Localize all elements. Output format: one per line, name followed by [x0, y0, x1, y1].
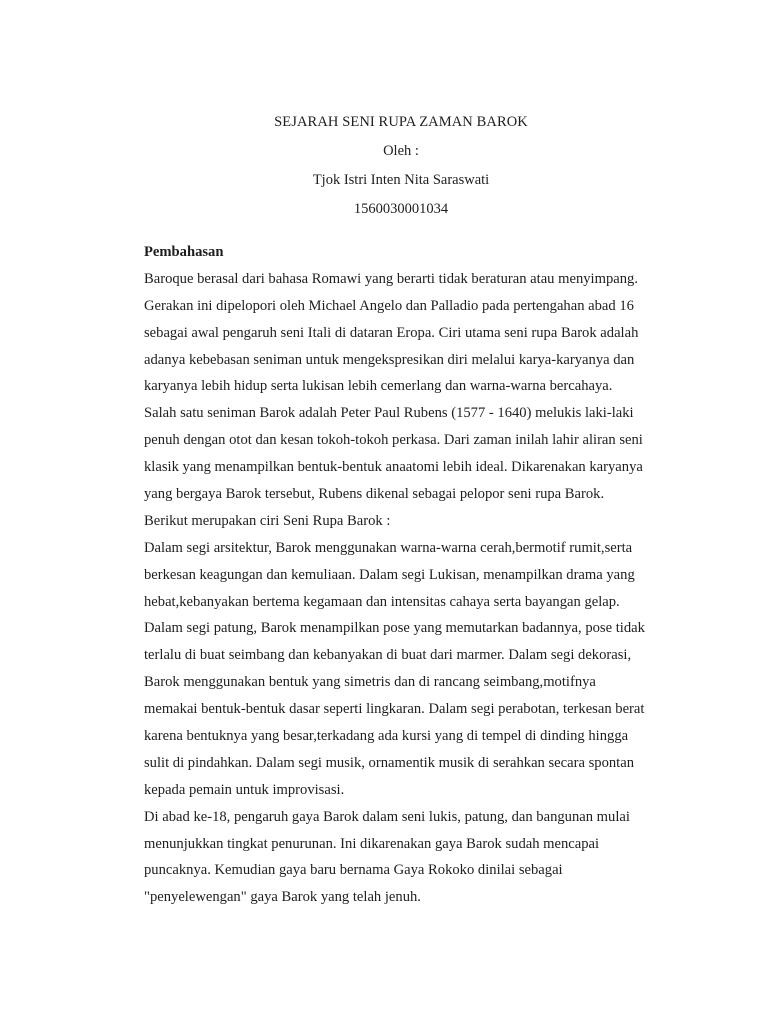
body-line: Dalam segi patung, Barok menampilkan pose yang memutarkan badannya, pose tidak: [144, 620, 645, 637]
body-line: menunjukkan tingkat penurunan. Ini dikarenakan gaya Barok sudah mencapai: [144, 835, 600, 852]
body-line: Di abad ke-18, pengaruh gaya Barok dalam seni lukis, patung, dan bangunan mulai: [144, 808, 630, 825]
body-line: karena bentuknya yang besar,terkadang ada kursi yang di tempel di dinding hingga: [144, 728, 629, 745]
body-line: terlalu di buat seimbang dan kebanyakan di buat dari marmer. Dalam segi dekorasi,: [144, 647, 632, 664]
body-line: puncaknya. Kemudian gaya baru bernama Gaya Rokoko dinilai sebagai: [144, 862, 563, 879]
body-line: Baroque berasal dari bahasa Romawi yang berarti tidak beraturan atau menyimpang.: [144, 270, 638, 287]
body-line: sulit di pindahkan. Dalam segi musik, ornamentik musik di serahkan secara spontan: [144, 754, 635, 771]
body-line: klasik yang menampilkan bentuk-bentuk anaatomi lebih ideal. Dikarenakan karyanya: [144, 459, 643, 476]
body-line: yang bergaya Barok tersebut, Rubens dikenal sebagai pelopor seni rupa Barok.: [144, 486, 605, 503]
body-line: Berikut merupakan ciri Seni Rupa Barok :: [144, 512, 391, 529]
document-body: [144, 239, 664, 911]
body-line: penuh dengan otot dan kesan tokoh-tokoh perkasa. Dari zaman inilah lahir aliran seni: [144, 432, 643, 449]
body-line: "penyelewengan" gaya Barok yang telah jenuh.: [144, 889, 421, 906]
student-id: 1560030001034: [353, 201, 449, 217]
document-title: SEJARAH SENI RUPA ZAMAN BAROK: [274, 114, 528, 130]
document-header: [0, 108, 768, 224]
body-line: karyanya lebih hidup serta lukisan lebih cemerlang dan warna-warna bercahaya.: [144, 378, 613, 395]
body-line: Salah satu seniman Barok adalah Peter Paul Rubens (1577 - 1640) melukis laki-laki: [144, 405, 634, 422]
body-line: kepada pemain untuk improvisasi.: [144, 781, 345, 798]
body-line: Gerakan ini dipelopori oleh Michael Angelo dan Palladio pada pertengahan abad 16: [144, 297, 634, 314]
body-line: berkesan keagungan dan kemuliaan. Dalam segi Lukisan, menampilkan drama yang: [144, 566, 635, 583]
by-label: Oleh :: [383, 143, 419, 159]
body-line: Dalam segi arsitektur, Barok menggunakan warna-warna cerah,bermotif rumit,serta: [144, 539, 633, 556]
section-heading: Pembahasan: [144, 244, 224, 260]
body-line: sebagai awal pengaruh seni Itali di dataran Eropa. Ciri utama seni rupa Barok adalah: [144, 324, 639, 341]
author-name: Tjok Istri Inten Nita Saraswati: [312, 172, 490, 188]
body-line: Barok menggunakan bentuk yang simetris dan di rancang seimbang,motifnya: [144, 674, 596, 691]
body-line: adanya kebebasan seniman untuk mengekspresikan diri melalui karya-karyanya dan: [144, 351, 635, 368]
body-line: hebat,kebanyakan bertema kegamaan dan intensitas cahaya serta bayangan gelap.: [144, 593, 620, 610]
body-line: memakai bentuk-bentuk dasar seperti lingkaran. Dalam segi perabotan, terkesan berat: [144, 701, 645, 718]
